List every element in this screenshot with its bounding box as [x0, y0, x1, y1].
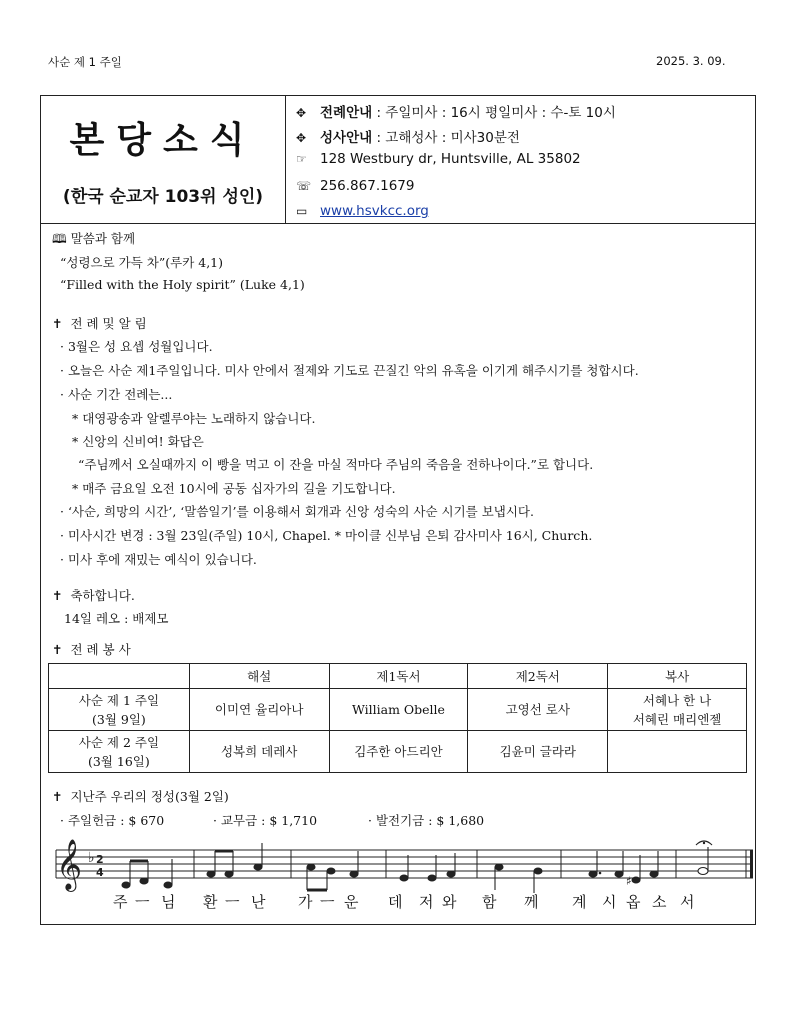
svg-text:4: 4: [96, 866, 104, 879]
lyric-syllable: 저: [419, 893, 434, 911]
server-cell: [608, 731, 747, 773]
word-heading-text: 말씀과 함께: [70, 231, 136, 246]
list-item: * 매주 금요일 오전 10시에 공동 십자가의 길을 기도합니다.: [72, 481, 396, 496]
book-icon: 🕮: [52, 231, 67, 246]
cross-icon: ✝: [52, 316, 63, 331]
column-header: [49, 664, 190, 689]
lyric-syllable: ㅡ: [320, 893, 335, 911]
offering-heading-text: 지난주 우리의 정성(3월 2일): [70, 789, 229, 804]
phone-icon: ☏: [296, 179, 312, 193]
lyric-syllable: 운: [344, 893, 359, 911]
commentary-cell: 이미연 율리아나: [189, 689, 329, 731]
header-divider: [285, 95, 286, 224]
offering-building: · 발전기금 : $ 1,680: [368, 813, 485, 828]
server-name: 서혜나 한 나: [642, 692, 712, 708]
liturgy-heading: [52, 314, 147, 332]
bulletin-date: 2025. 3. 09.: [656, 54, 726, 68]
pointing-hand-icon: ☞: [296, 152, 307, 166]
column-header: 복사: [608, 664, 747, 689]
cross-icon: ✝: [52, 588, 63, 603]
week-label: 사순 제 2 주일: [78, 734, 160, 750]
week-date: (3월 16일): [88, 753, 150, 769]
week-label: 사순 제 1 주일: [78, 692, 160, 708]
lyric-syllable: 환: [203, 893, 218, 911]
offering-duty: · 교무금 : $ 1,710: [213, 813, 318, 828]
confession-info: [296, 126, 520, 146]
reading2-cell: 고영선 로사: [468, 689, 608, 731]
diamond-cross-icon: ✥: [296, 106, 307, 120]
svg-text:2: 2: [96, 853, 104, 866]
computer-icon: ▭: [296, 204, 308, 218]
commentary-cell: 성복희 데레사: [189, 731, 329, 773]
column-header: 제1독서: [329, 664, 468, 689]
website-link[interactable]: www.hsvkcc.org: [320, 203, 429, 219]
lyric-syllable: 계: [572, 893, 587, 911]
cross-icon: ✝: [52, 642, 63, 657]
list-item: · ‘사순, 희망의 시간’, ‘말씀일기’를 이용해서 회개과 신앙 성숙의 사순 시기를 보냅시다.: [60, 504, 534, 519]
column-header: 해설: [189, 664, 329, 689]
page-subtitle: (한국 순교자 103위 성인): [62, 187, 264, 207]
website-info: [296, 203, 429, 219]
phone-text: 256.867.1679: [320, 178, 415, 194]
lyric-syllable: 님: [161, 893, 176, 911]
svg-text:𝄞: 𝄞: [56, 839, 83, 890]
list-item: “주님께서 오실때까지 이 빵을 먹고 이 잔을 마실 적마다 주님의 죽음을 전하나이다.”로 합니다.: [78, 457, 594, 472]
congrats-heading: [52, 586, 135, 604]
confession-text: : 고해성사 : 미사30분전: [372, 130, 520, 146]
server-name: 서혜린 매리엔젤: [632, 711, 722, 727]
svg-text:♯: ♯: [626, 874, 632, 888]
lyric-syllable: ㅡ: [135, 893, 150, 911]
lyric-syllable: 옵: [626, 893, 641, 911]
week-date: (3월 9일): [91, 711, 146, 727]
mass-label: 전례안내: [320, 105, 373, 121]
word-english: “Filled with the Holy spirit” (Luke 4,1): [60, 277, 305, 292]
table-header-row: [49, 664, 747, 689]
lyric-syllable: ㅡ: [225, 893, 240, 911]
list-item: * 신앙의 신비여! 화답은: [72, 434, 204, 449]
address-text: 128 Westbury dr, Huntsville, AL 35802: [320, 151, 581, 167]
lyric-syllable: 와: [442, 893, 457, 911]
address-info: [296, 151, 581, 167]
service-heading: [52, 640, 131, 658]
column-header: 제2독서: [468, 664, 608, 689]
list-item: · 미사시간 변경 : 3월 23일(주일) 10시, Chapel. * 마이클 신부님 은퇴 감사미사 16시, Church.: [60, 528, 593, 543]
list-item: * 대영광송과 알렐루야는 노래하지 않습니다.: [72, 411, 316, 426]
table-row: [49, 689, 747, 731]
service-table: [48, 663, 747, 773]
season-label: 사순 제 1 주일: [48, 55, 122, 69]
reading1-cell: 김주한 아드리안: [329, 731, 468, 773]
service-heading-text: 전 례 봉 사: [70, 642, 131, 657]
lyric-syllable: 서: [680, 893, 695, 911]
lyric-syllable: 데: [388, 893, 403, 911]
lyric-syllable: 난: [251, 893, 266, 911]
lyric-syllable: 시: [602, 893, 617, 911]
list-item: · 오늘은 사순 제1주일입니다. 미사 안에서 절제와 기도로 끈질긴 악의 유혹을 이기게 해주시기를 청합시다.: [60, 363, 639, 378]
congrats-text: 14일 레오 : 배제모: [64, 611, 169, 626]
mass-info: [296, 101, 616, 121]
lyric-syllable: 주: [113, 893, 128, 911]
congrats-heading-text: 축하합니다.: [70, 588, 135, 603]
liturgy-heading-text: 전 례 및 알 림: [70, 316, 147, 331]
lyric-syllable: 함: [482, 893, 497, 911]
list-item: · 사순 기간 전례는...: [60, 387, 173, 402]
cross-icon: ✝: [52, 789, 63, 804]
reading1-cell: William Obelle: [329, 689, 468, 731]
mass-text: : 주일미사 : 16시 평일미사 : 수-토 10시: [372, 105, 616, 121]
phone-info: [296, 178, 414, 194]
lyric-syllable: 소: [652, 893, 667, 911]
offering-heading: [52, 787, 229, 805]
word-korean: “성령으로 가득 차”(루카 4,1): [60, 255, 224, 270]
week-cell: [49, 731, 190, 773]
lyric-syllable: 께: [524, 893, 539, 911]
lyric-syllable: 가: [298, 893, 313, 911]
server-cell: [608, 689, 747, 731]
offering-sunday: · 주일헌금 : $ 670: [60, 813, 165, 828]
word-heading: [52, 229, 135, 251]
reading2-cell: 김윤미 글라라: [468, 731, 608, 773]
svg-text:♭: ♭: [88, 850, 95, 866]
table-row: [49, 731, 747, 773]
confession-label: 성사안내: [320, 130, 373, 146]
week-cell: [49, 689, 190, 731]
list-item: · 3월은 성 요셉 성월입니다.: [60, 339, 213, 354]
list-item: · 미사 후에 재밌는 예식이 있습니다.: [60, 552, 257, 567]
page-title: 본당소식: [69, 120, 257, 161]
diamond-cross-icon: ✥: [296, 131, 307, 145]
